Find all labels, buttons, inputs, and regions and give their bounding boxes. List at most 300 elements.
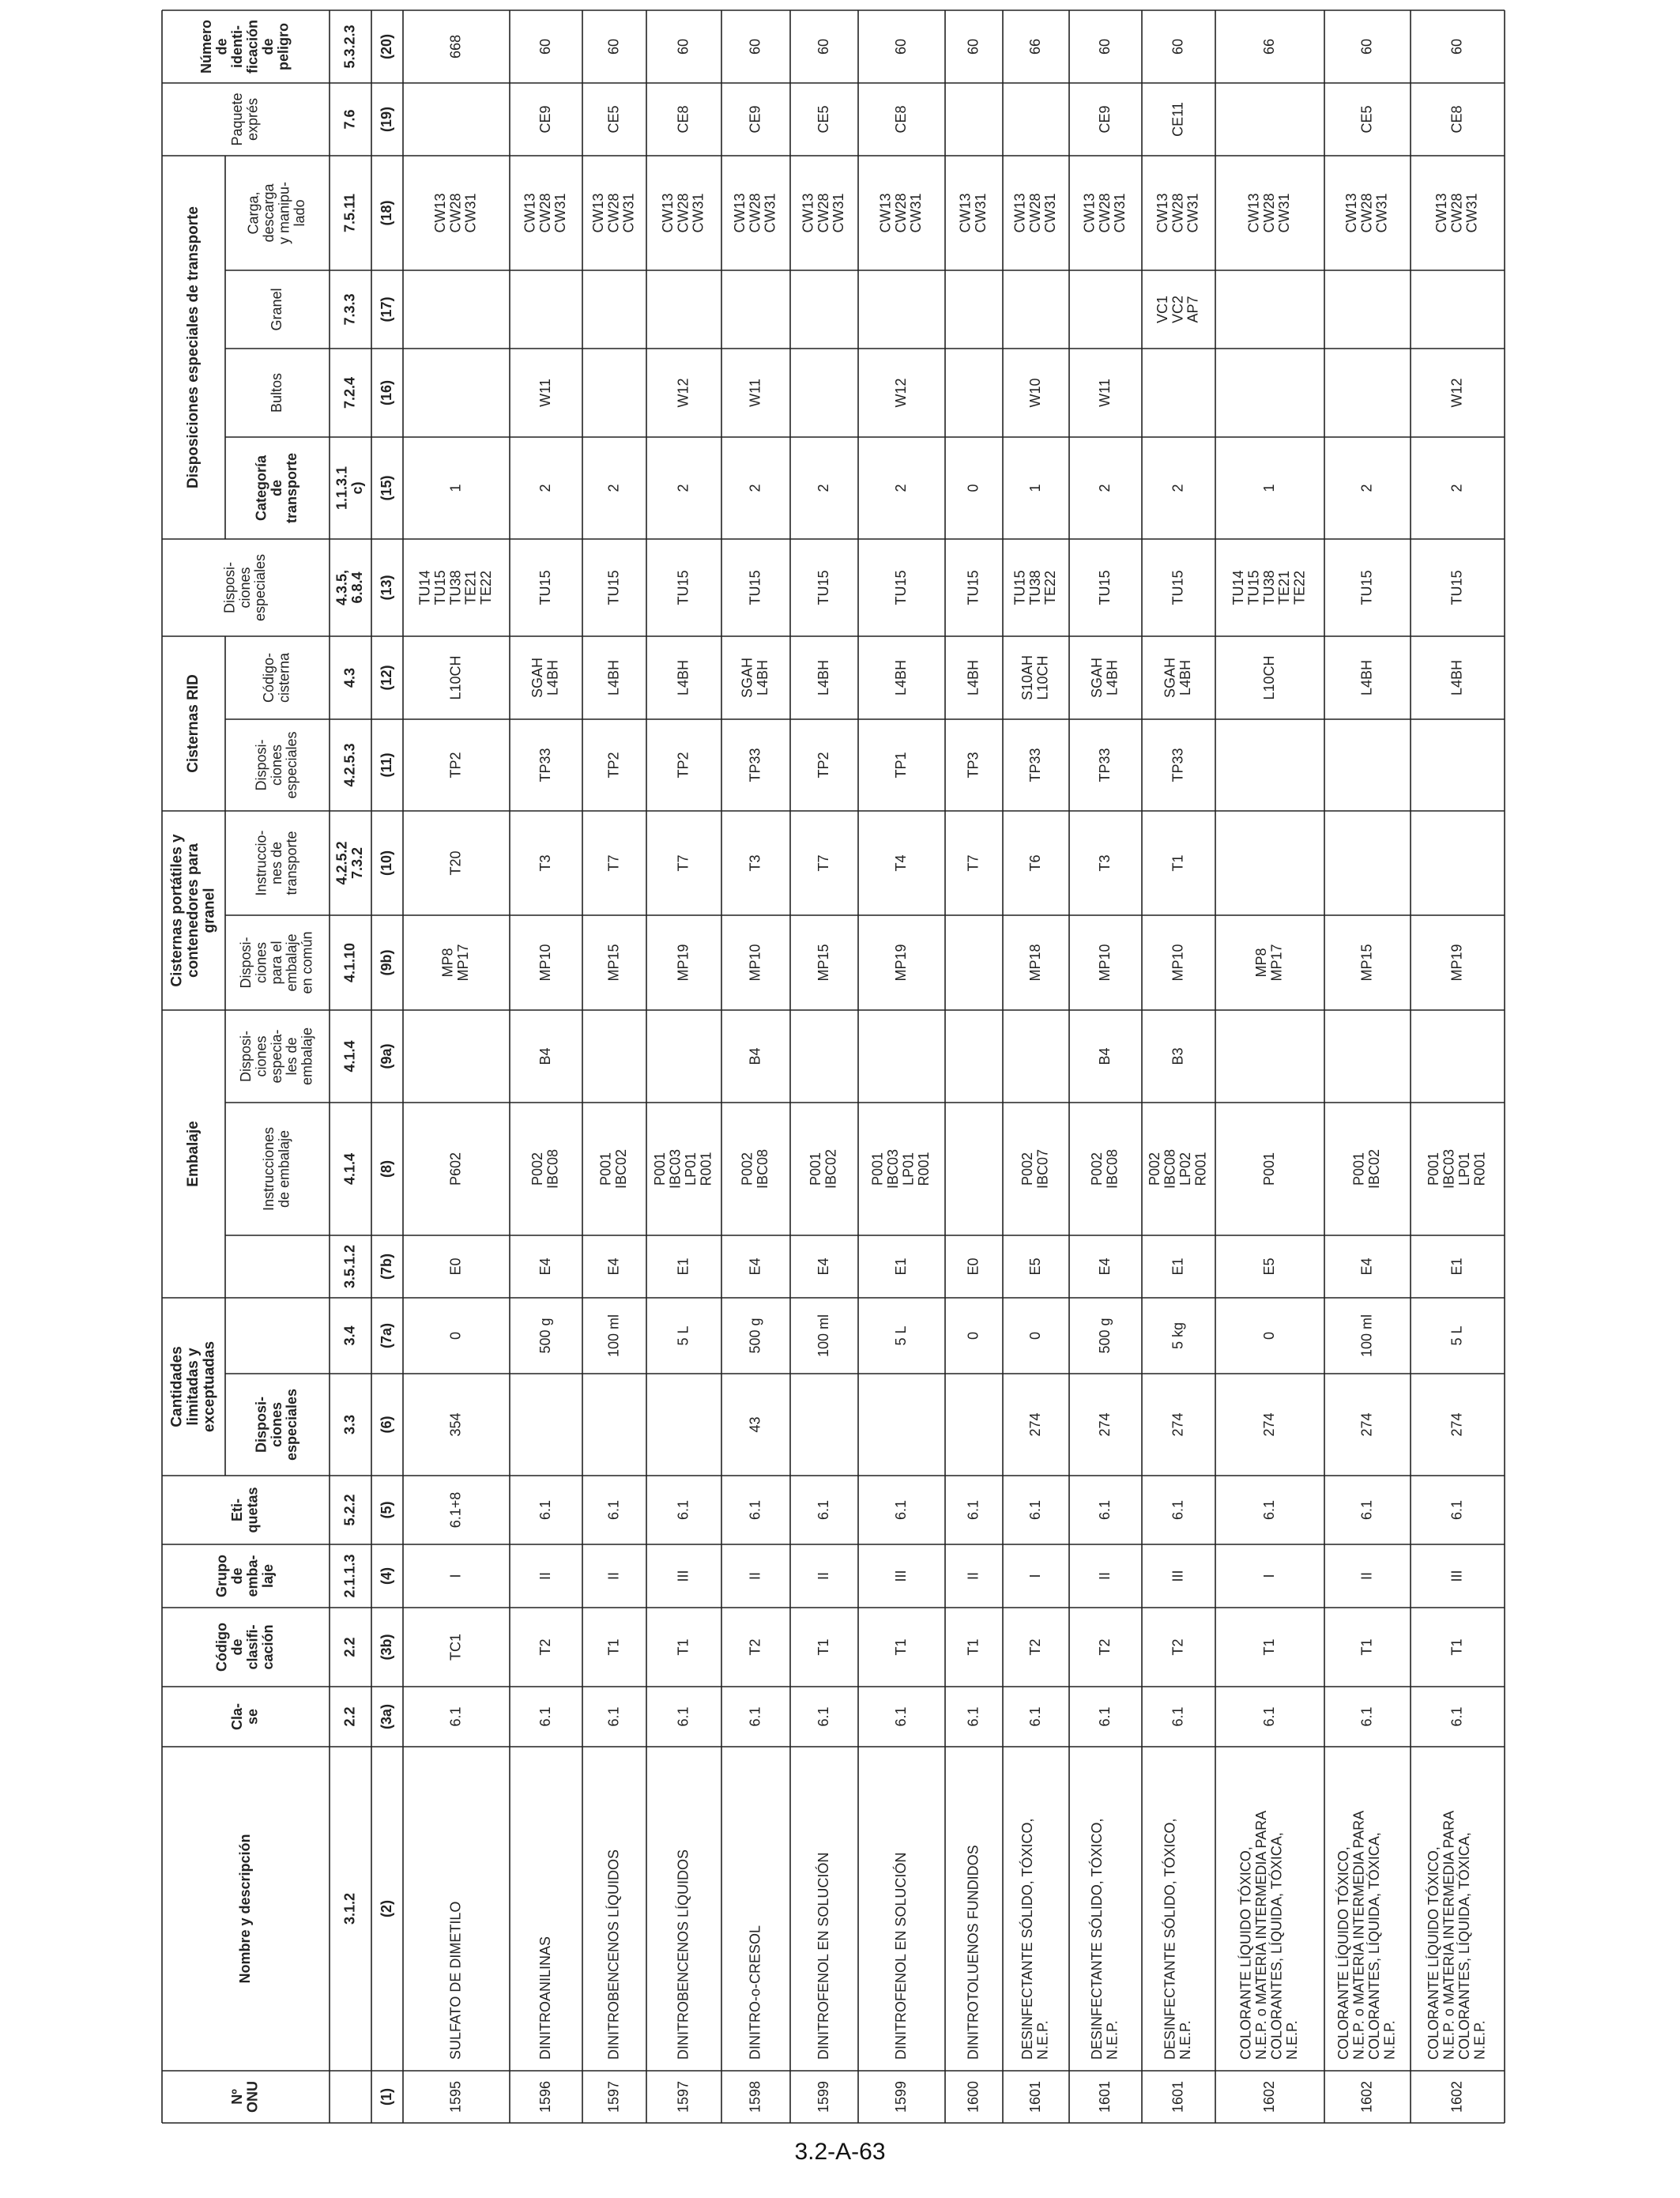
group-header-2-line: contenedores para: [185, 843, 202, 978]
cell-row1-col1: [447, 2081, 463, 2113]
cell-row6-col12: [816, 944, 831, 981]
cell-row3-col13: [605, 854, 621, 871]
column-header-17-line: Categoría: [253, 454, 269, 522]
cell-row7-col3-line: 6.1: [892, 1706, 909, 1727]
column-header-6: [229, 1487, 260, 1533]
cell-row6-col6: [816, 1500, 831, 1520]
cell-row2-col5-line: II: [537, 1571, 553, 1581]
cell-row6-col8: [816, 1314, 831, 1357]
cell-row12-col5: [1261, 1574, 1277, 1578]
cell-row2-col3-line: 6.1: [537, 1706, 553, 1727]
cell-row13-col1: [1358, 2081, 1374, 2113]
column-ref-5: [341, 1554, 357, 1597]
cell-row8-col3-line: 6.1: [965, 1706, 981, 1727]
cell-row14-col6-line: 6.1: [1448, 1499, 1465, 1521]
cell-row6-col1: [816, 2081, 831, 2113]
column-number-4: [379, 1634, 394, 1661]
cell-row9-col4-line: T2: [1026, 1638, 1043, 1656]
cell-row12-col8-line: 0: [1260, 1331, 1277, 1340]
cell-row10-col14: [1097, 748, 1113, 782]
cell-row7-col16: [893, 570, 909, 605]
cell-row13-col5: [1358, 1572, 1374, 1580]
cell-row8-col4: [965, 1638, 981, 1655]
column-number-15-line: (12): [378, 665, 394, 691]
column-header-15-line: cisterna: [276, 652, 292, 703]
cell-row10-col22: [1097, 39, 1113, 55]
column-number-21-line: (19): [378, 106, 394, 133]
column-header-13: [253, 830, 299, 895]
cell-row9-col16-line: TU15: [1011, 570, 1028, 605]
cell-row6-col14: [816, 752, 831, 778]
cell-row14-name-line: COLORANTES, LÍQUIDA, TÓXICA,: [1456, 1832, 1472, 2060]
cell-row1-col9-line: E0: [447, 1257, 464, 1276]
cell-row12-col4-line: T1: [1260, 1638, 1277, 1656]
cell-row4-col22-line: 60: [675, 38, 691, 55]
cell-row8-col9-line: E0: [965, 1257, 981, 1276]
cell-row11-col1-line: 1601: [1170, 2080, 1186, 2113]
cell-row14-col12: [1448, 944, 1464, 981]
cell-row7-col3: [893, 1706, 909, 1726]
cell-row13-col4-line: T1: [1358, 1638, 1375, 1656]
cell-row10-col8: [1097, 1318, 1113, 1353]
cell-row11-col13-line: T1: [1170, 854, 1186, 872]
cell-row14-name-line: N.E.P.: [1471, 2020, 1488, 2060]
cell-row3-col14-line: TP2: [605, 752, 622, 779]
cell-row3-col9-line: E4: [605, 1257, 622, 1276]
column-ref-15-line: 4.3: [341, 667, 358, 688]
cell-row7-col13-line: T4: [892, 854, 909, 872]
column-header-21: [229, 92, 260, 145]
column-ref-11: [341, 1040, 357, 1072]
cell-row7-col20-line: CW28: [892, 193, 909, 233]
cell-row3-col8-line: 100 ml: [605, 1314, 622, 1358]
cell-row1-col6: [447, 1492, 463, 1529]
column-header-7-line: ciones: [268, 1401, 284, 1448]
cell-row11-col13: [1170, 854, 1185, 871]
cell-row4-col4-line: T1: [675, 1638, 691, 1656]
cell-row6-col22-line: 60: [815, 38, 831, 55]
cell-row1-col4: [447, 1634, 463, 1661]
cell-row2-col10-line: P002: [529, 1152, 546, 1186]
cell-row1-col16-line: TE21: [462, 570, 479, 605]
cell-row5-col22: [747, 39, 763, 55]
cell-row1-col10: [447, 1152, 463, 1186]
cell-row12-col1: [1261, 2081, 1277, 2113]
column-number-22: [379, 34, 394, 59]
cell-row7-col17-line: 2: [892, 484, 909, 492]
cell-row4-col8-line: 5 L: [675, 1325, 691, 1346]
cell-row14-col5: [1448, 1570, 1464, 1582]
cell-row5-col8: [747, 1318, 763, 1353]
column-header-4-line: de: [229, 1638, 246, 1656]
column-ref-17-line: c): [348, 481, 365, 495]
cell-row9-col20: [1011, 193, 1058, 232]
cell-row5-col7-line: 43: [747, 1416, 763, 1433]
column-number-2-line: (2): [378, 1900, 394, 1917]
cell-row7-col9: [893, 1257, 909, 1275]
column-number-18-line: (16): [378, 379, 394, 406]
cell-row11-col9: [1170, 1257, 1185, 1275]
cell-row9-col9: [1027, 1257, 1043, 1275]
column-header-4: [214, 1623, 276, 1672]
cell-row7-col14-line: TP1: [892, 752, 909, 779]
cell-row11-col9-line: E1: [1170, 1257, 1186, 1276]
cell-row9-col12: [1027, 944, 1043, 981]
cell-row12-col8: [1261, 1332, 1277, 1340]
cell-row10-col4: [1097, 1638, 1113, 1655]
cell-row4-col20-line: CW28: [675, 193, 691, 233]
column-header-4-line: clasifi-: [244, 1624, 261, 1670]
cell-row2-col17: [537, 484, 553, 492]
cell-row11-col20-line: CW13: [1154, 193, 1170, 233]
cell-row5-col4: [747, 1638, 763, 1655]
cell-row14-col22-line: 60: [1448, 38, 1465, 55]
cell-row3-col21: [605, 105, 621, 133]
column-number-3: [379, 1704, 394, 1729]
cell-row5-col5-line: II: [747, 1571, 763, 1581]
column-header-6-line: Eti-: [229, 1499, 246, 1521]
cell-row9-col20-line: CW28: [1026, 193, 1043, 233]
column-header-14-line: Disposi-: [253, 739, 269, 791]
cell-row2-col15: [529, 658, 560, 698]
cell-row5-col20-line: CW31: [762, 193, 778, 233]
cell-row2-col11-line: B4: [537, 1047, 553, 1065]
cell-row11-col5: [1170, 1570, 1185, 1582]
cell-row7-col22-line: 60: [892, 38, 909, 55]
column-ref-20-line: 7.5.11: [341, 193, 358, 233]
column-header-22-line: de: [259, 38, 276, 55]
cell-row8-col17-line: 0: [965, 484, 981, 492]
cell-row5-col15-line: SGAH: [739, 657, 755, 699]
cell-row10-col21: [1097, 105, 1113, 133]
cell-row7-col14: [893, 752, 909, 778]
cell-row4-col6: [675, 1500, 691, 1520]
cell-row12-col22: [1261, 39, 1277, 55]
cell-row14-col9: [1448, 1257, 1464, 1275]
column-number-7-line: (6): [378, 1416, 394, 1434]
cell-row11-col10-line: R001: [1192, 1152, 1209, 1186]
column-header-11: [238, 1027, 315, 1085]
cell-row5-col21: [747, 105, 763, 133]
cell-row12-col12-line: MP17: [1268, 944, 1285, 982]
cell-row14-col22: [1448, 39, 1464, 55]
cell-row11-col10: [1147, 1149, 1208, 1189]
cell-row9-name-line: N.E.P.: [1034, 2020, 1051, 2060]
cell-row8-col17: [965, 484, 981, 492]
column-header-22-line: ficación: [244, 19, 261, 74]
cell-row6-col21-line: CE5: [815, 105, 831, 134]
cell-row11-col20: [1155, 193, 1201, 232]
cell-row5-col6-line: 6.1: [747, 1499, 763, 1521]
cell-row12-col20: [1245, 193, 1292, 232]
cell-row8-col16-line: TU15: [965, 570, 981, 605]
cell-row7-col1-line: 1599: [892, 2080, 909, 2113]
cell-row10-col4-line: T2: [1096, 1638, 1113, 1656]
cell-row11-col22-line: 60: [1170, 38, 1186, 55]
column-ref-20: [341, 194, 357, 232]
column-header-11-line: ciones: [253, 1035, 269, 1077]
column-header-4-line: cación: [259, 1624, 276, 1670]
column-number-18: [379, 380, 394, 405]
cell-row12-col17-line: 1: [1260, 484, 1277, 492]
cell-row5-col15-line: L4BH: [754, 659, 770, 696]
cell-row4-col15-line: L4BH: [675, 659, 691, 696]
cell-row4-col10: [652, 1149, 714, 1189]
cell-row9-col18: [1027, 378, 1043, 407]
cell-row10-col6-line: 6.1: [1096, 1499, 1113, 1521]
cell-row3-col1: [605, 2081, 621, 2113]
cell-row9-col12-line: MP18: [1026, 944, 1043, 982]
cell-row8-col16: [965, 570, 981, 605]
cell-row9-col22-line: 66: [1026, 38, 1043, 55]
cell-row9-col10-line: P002: [1019, 1152, 1036, 1186]
cell-row13-col1-line: 1602: [1358, 2080, 1375, 2113]
cell-row1-col13-line: T20: [447, 850, 464, 876]
cell-row6-col20-line: CW13: [800, 193, 816, 233]
cell-row10-name-line: N.E.P.: [1104, 2020, 1121, 2060]
column-ref-2: [341, 1893, 357, 1925]
cell-row14-col20-line: CW13: [1433, 193, 1449, 233]
column-header-11-line: embalaje: [299, 1027, 315, 1086]
cell-row4-col14-line: TP2: [675, 752, 691, 779]
cell-row1-col4-line: TC1: [447, 1633, 464, 1661]
cell-row13-col3: [1358, 1706, 1374, 1726]
cell-row8-col5: [965, 1572, 981, 1580]
cell-row6-col14-line: TP2: [815, 752, 831, 779]
cell-row13-col16-line: TU15: [1358, 570, 1375, 605]
cell-row4-col16: [675, 570, 691, 605]
column-number-22-line: (20): [378, 33, 394, 60]
cell-row9-col15-line: L10CH: [1034, 655, 1051, 700]
cell-row3-col4-line: T1: [605, 1638, 622, 1656]
column-header-12-line: embalaje: [284, 933, 300, 992]
cell-row2-col14: [537, 748, 553, 782]
cell-row12-col15: [1261, 655, 1277, 699]
column-number-10-line: (8): [378, 1160, 394, 1178]
cell-row5-col7: [747, 1416, 763, 1432]
column-number-8: [379, 1323, 394, 1348]
cell-row1-col12-line: MP17: [454, 944, 471, 982]
cell-row11-col21: [1170, 102, 1185, 137]
column-header-3-line: se: [244, 1708, 261, 1725]
cell-row11-col14-line: TP33: [1170, 748, 1186, 782]
cell-row8-col13: [965, 854, 981, 871]
cell-row7-col5: [893, 1570, 909, 1582]
column-number-5: [379, 1567, 394, 1585]
cell-row14-col10-line: IBC03: [1441, 1148, 1457, 1189]
cell-row3-col20-line: CW28: [605, 193, 622, 233]
cell-row14-col20-line: CW31: [1463, 193, 1480, 233]
cell-row10-col15-line: L4BH: [1104, 659, 1121, 696]
cell-row4-col8: [675, 1325, 691, 1345]
cell-row9-col14-line: TP33: [1026, 748, 1043, 782]
column-ref-5-line: 2.1.1.3: [341, 1554, 358, 1598]
cell-row3-col10-line: IBC02: [612, 1148, 629, 1189]
column-header-10: [261, 1127, 292, 1211]
cell-row12-col12-line: MP8: [1253, 948, 1270, 978]
cell-row8-col15: [965, 660, 981, 696]
cell-row5-col4-line: T2: [747, 1638, 763, 1656]
cell-row12-col6-line: 6.1: [1260, 1499, 1277, 1521]
cell-row10-col20: [1081, 193, 1128, 232]
cell-row5-col12-line: MP10: [747, 944, 763, 982]
cell-row4-col20-line: CW13: [659, 193, 676, 233]
column-header-2-line: Nombre y descripción: [236, 1834, 253, 1984]
cell-row11-col17-line: 2: [1170, 484, 1186, 492]
cell-row13-col20-line: CW28: [1358, 193, 1375, 233]
cell-row2-col21: [537, 105, 553, 133]
cell-row14-col10-line: P001: [1426, 1152, 1442, 1186]
cell-row13-col5-line: II: [1358, 1571, 1375, 1581]
cell-row4-col13-line: T7: [675, 854, 691, 872]
cell-row3-col8: [605, 1314, 621, 1357]
column-ref-13-line: 7.3.2: [348, 846, 365, 880]
cell-row6-col6-line: 6.1: [815, 1499, 831, 1521]
cell-row14-col7-line: 274: [1448, 1412, 1465, 1437]
cell-row13-col7: [1358, 1412, 1374, 1436]
cell-row9-col10-line: IBC07: [1034, 1148, 1051, 1189]
cell-row2-col15-line: L4BH: [544, 659, 561, 696]
cell-row6-col10-line: P001: [808, 1152, 824, 1186]
cell-row5-col14-line: TP33: [747, 748, 763, 782]
column-ref-11-line: 4.1.4: [341, 1040, 358, 1073]
column-header-17-line: de: [268, 479, 284, 497]
column-ref-2-line: 3.1.2: [341, 1892, 358, 1925]
cell-row12-col1-line: 1602: [1260, 2080, 1277, 2113]
cell-row13-col12-line: MP15: [1358, 944, 1375, 982]
cell-row1-col22: [447, 35, 463, 58]
column-ref-9: [341, 1245, 357, 1288]
cell-row10-col11: [1097, 1047, 1113, 1065]
cell-row13-col3-line: 6.1: [1358, 1706, 1375, 1727]
column-number-12-line: (9b): [378, 949, 394, 976]
cell-row12-col7-line: 274: [1260, 1412, 1277, 1437]
cell-row11-col17: [1170, 484, 1185, 492]
cell-row9-col16-line: TE22: [1042, 570, 1059, 605]
cell-row6-col12-line: MP15: [815, 944, 831, 982]
cell-row4-col18: [675, 378, 691, 407]
cell-row5-col1: [747, 2081, 763, 2113]
cell-row4-col15: [675, 660, 691, 696]
cell-row10-col9: [1097, 1257, 1113, 1275]
cell-row9-name-line: DESINFECTANTE SÓLIDO, TÓXICO,: [1019, 1818, 1036, 2060]
cell-row2-col11: [537, 1047, 553, 1065]
cell-row3-col10: [598, 1149, 629, 1189]
cell-row3-col12-line: MP15: [605, 944, 622, 982]
cell-row14-col7: [1448, 1412, 1464, 1436]
cell-row11-col19: [1155, 296, 1201, 323]
cell-row2-col6-line: 6.1: [537, 1499, 553, 1521]
column-number-1: [379, 2088, 394, 2106]
cell-row14-col21: [1448, 105, 1464, 133]
cell-row9-col4: [1027, 1638, 1043, 1655]
cell-row2-col4: [537, 1638, 553, 1655]
cell-row6-col10-line: IBC02: [823, 1148, 839, 1189]
cell-row9-col13-line: T6: [1026, 854, 1043, 872]
group-header-2-line: granel: [201, 888, 218, 933]
column-header-17-line: transporte: [284, 452, 300, 524]
cell-row6-col9-line: E4: [815, 1257, 831, 1276]
cell-row3-col6: [605, 1500, 621, 1520]
cell-row2-col1-line: 1596: [537, 2080, 553, 2113]
cell-row13-name-line: N.E.P.: [1381, 2020, 1398, 2060]
cell-row9-col17: [1027, 484, 1043, 492]
cell-row11-col19-line: VC2: [1170, 295, 1186, 324]
cell-row6-col17: [816, 484, 831, 492]
cell-row2-col17-line: 2: [537, 484, 553, 492]
cell-row2-col22-line: 60: [537, 38, 553, 55]
cell-row9-col3: [1027, 1706, 1043, 1726]
cell-row11-col3: [1170, 1706, 1185, 1726]
cell-row1-col15: [447, 655, 463, 699]
column-header-5: [214, 1555, 276, 1597]
column-ref-14: [341, 743, 357, 786]
cell-row1-col17-line: 1: [447, 484, 464, 492]
cell-row9-col13: [1027, 854, 1043, 871]
cell-row1-col15-line: L10CH: [447, 655, 464, 700]
cell-row12-name-line: N.E.P.: [1283, 2020, 1300, 2060]
cell-row10-col8-line: 500 g: [1096, 1318, 1113, 1354]
column-header-2: [237, 1834, 253, 1983]
group-header-3-line: Cisternas RID: [185, 674, 202, 773]
cell-row14-col4-line: T1: [1448, 1638, 1465, 1656]
cell-row5-col8-line: 500 g: [747, 1318, 763, 1354]
cell-row4-col22: [675, 39, 691, 55]
cell-row11-col5-line: III: [1170, 1570, 1186, 1582]
cell-row14-col18: [1448, 378, 1464, 407]
cell-row7-col13: [893, 854, 909, 871]
cell-row13-col10-line: IBC02: [1365, 1148, 1382, 1189]
column-header-22-line: de: [213, 38, 230, 55]
cell-row5-col1-line: 1598: [747, 2080, 763, 2113]
cell-row10-col10-line: P002: [1089, 1152, 1106, 1186]
column-header-22-line: identi-: [229, 25, 246, 68]
cell-row7-col22: [893, 39, 909, 55]
cell-row11-col6-line: 6.1: [1170, 1499, 1186, 1521]
column-ref-4-line: 2.2: [341, 1637, 358, 1657]
cell-row3-col13-line: T7: [605, 854, 622, 872]
cell-row5-col20-line: CW28: [747, 193, 763, 233]
cell-row10-name-line: DESINFECTANTE SÓLIDO, TÓXICO,: [1089, 1818, 1106, 2060]
cell-row6-col4: [816, 1638, 831, 1655]
cell-row6-col16: [816, 570, 831, 605]
column-number-20-line: (18): [378, 200, 394, 226]
column-ref-19: [341, 293, 357, 325]
cell-row4-col13: [675, 854, 691, 871]
cell-row11-col4-line: T2: [1170, 1638, 1186, 1656]
cell-row5-col20: [732, 193, 778, 232]
column-header-4-line: Código: [213, 1623, 230, 1672]
cell-row8-col20-line: CW31: [972, 193, 989, 233]
group-header-1: [185, 1121, 202, 1186]
cell-row8-col1-line: 1600: [965, 2080, 981, 2113]
cell-row14-col20: [1433, 193, 1480, 232]
column-number-10: [379, 1160, 394, 1178]
cell-row1-col7: [447, 1412, 463, 1436]
cell-row10-col3-line: 6.1: [1096, 1706, 1113, 1727]
cell-row9-col22: [1027, 39, 1043, 55]
cell-row7-col8-line: 5 L: [892, 1325, 909, 1346]
cell-row7-col5-line: III: [892, 1570, 909, 1582]
column-number-5-line: (4): [378, 1567, 394, 1585]
column-number-6-line: (5): [378, 1501, 394, 1519]
cell-row14-col3-line: 6.1: [1448, 1706, 1465, 1727]
cell-row2-col20-line: CW31: [552, 193, 569, 233]
column-number-6: [379, 1501, 394, 1518]
cell-row2-col4-line: T2: [537, 1638, 553, 1656]
cell-row12-col16: [1230, 570, 1308, 605]
column-number-9-line: (7b): [378, 1254, 394, 1280]
